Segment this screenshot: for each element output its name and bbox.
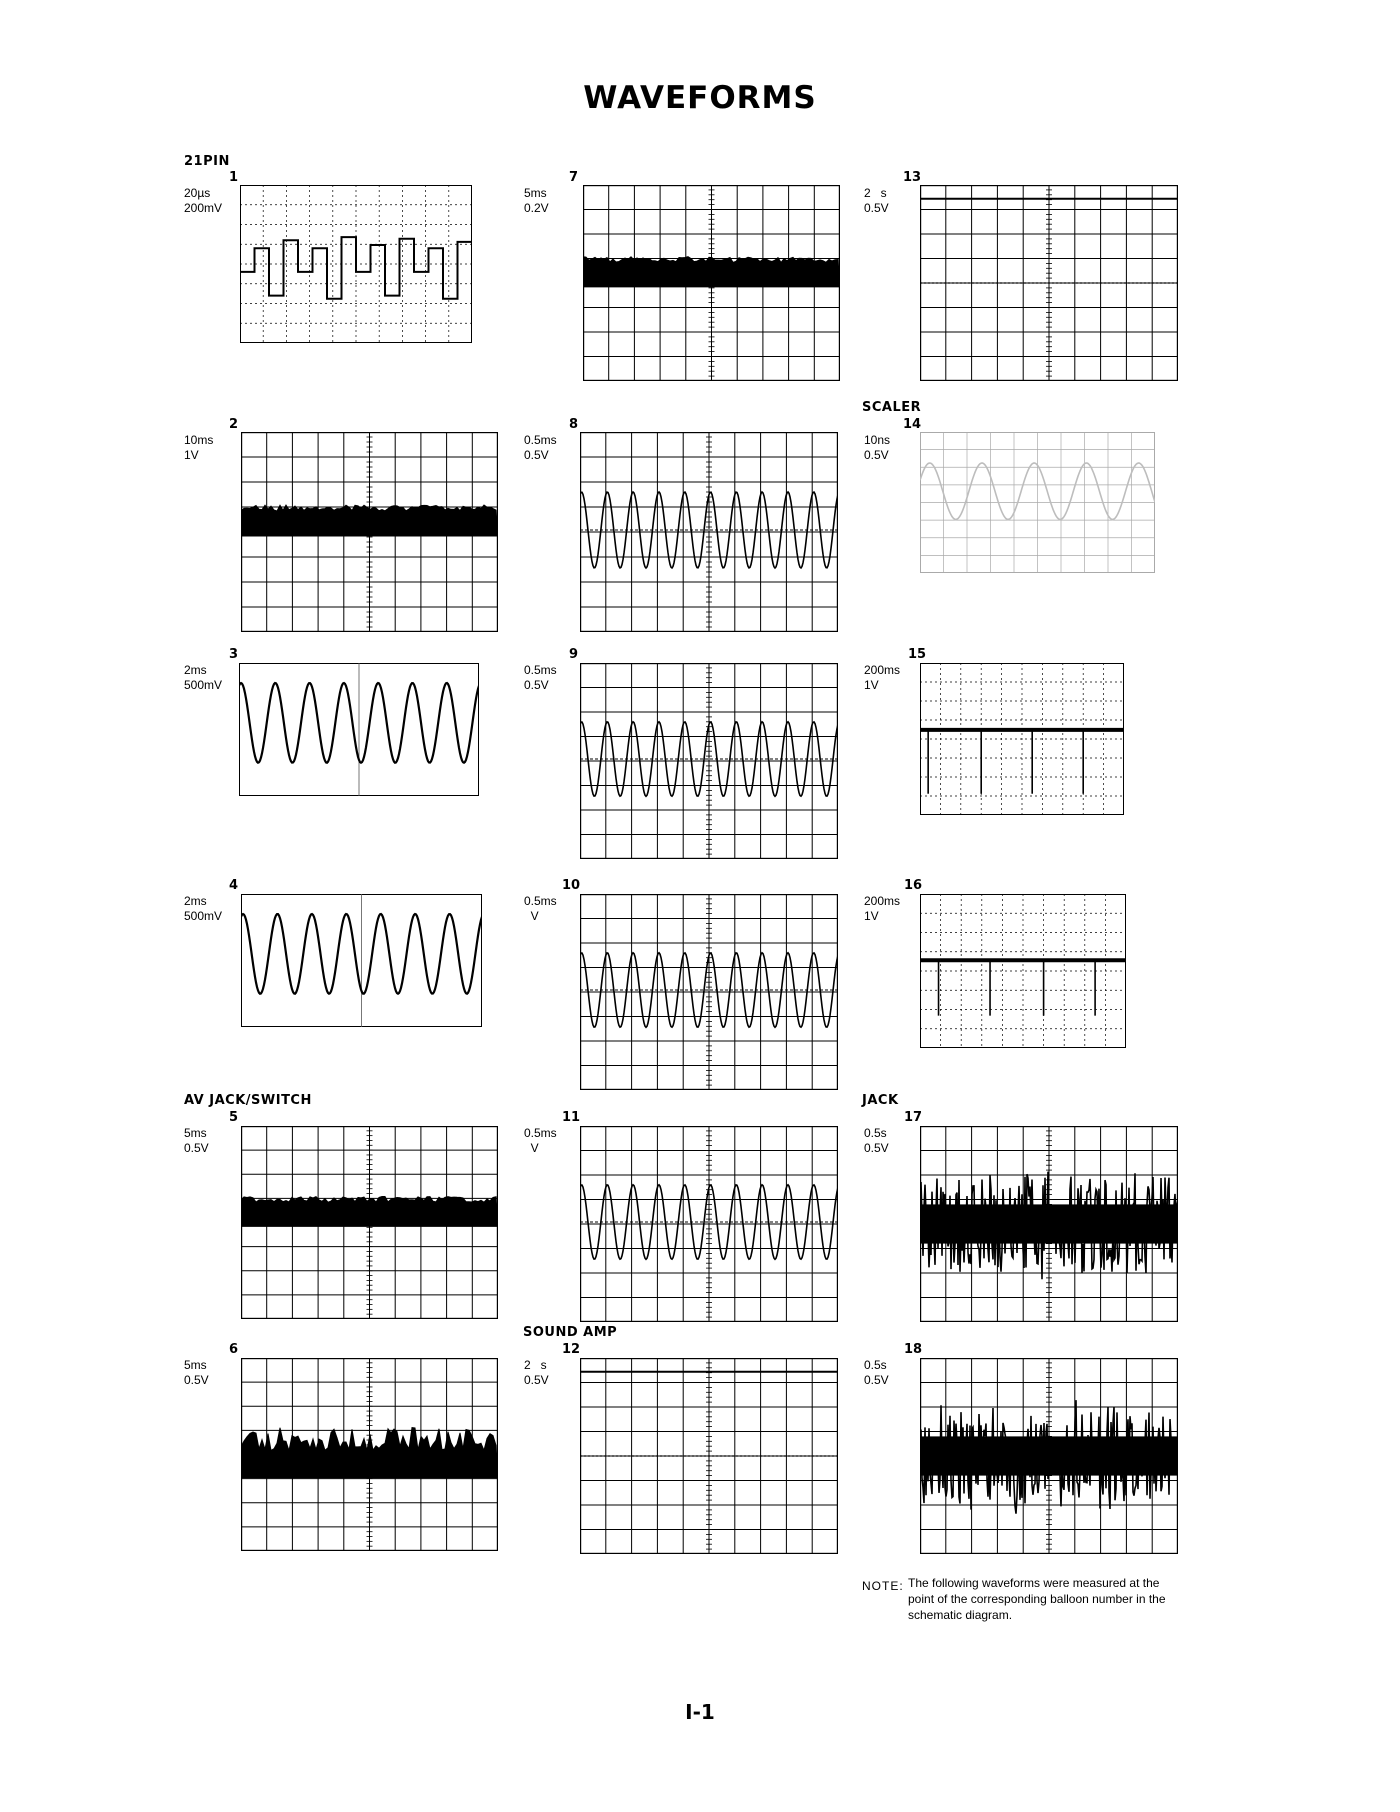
- volts-per-div: 0.5V: [864, 1141, 889, 1155]
- time-per-div: 0.5ms: [524, 894, 557, 908]
- time-per-div: 200ms: [864, 663, 901, 677]
- time-per-div: 2 s: [864, 186, 887, 200]
- scope-screen: [580, 894, 838, 1090]
- oscilloscope-display: [239, 663, 479, 796]
- time-per-div: 0.5s: [864, 1358, 887, 1372]
- waveform-number: 12: [562, 1342, 581, 1357]
- volts-per-div: 1V: [184, 448, 199, 462]
- oscilloscope-display: [920, 1358, 1178, 1554]
- waveform-trace: [241, 505, 498, 536]
- time-per-div: 0.5s: [864, 1126, 887, 1140]
- section-scaler: SCALER: [862, 400, 922, 415]
- scope-screen: [583, 185, 840, 381]
- oscilloscope-display: [240, 185, 472, 343]
- time-per-div: 0.5ms: [524, 663, 557, 677]
- scope-screen: [580, 1126, 838, 1322]
- waveform-scale: [184, 894, 222, 924]
- note-label: NOTE:: [862, 1579, 904, 1593]
- waveform-scale: [864, 894, 900, 924]
- scope-screen: [580, 1358, 838, 1554]
- waveform-scale: [864, 433, 890, 463]
- waveform-number: 18: [904, 1342, 923, 1357]
- oscilloscope-display: [580, 894, 838, 1090]
- section-av-jack-switch: AV JACK/SWITCH: [184, 1093, 312, 1108]
- volts-per-div: 0.5V: [184, 1141, 209, 1155]
- scope-screen: [240, 185, 472, 343]
- oscilloscope-display: [583, 185, 840, 381]
- time-per-div: 200ms: [864, 894, 901, 908]
- volts-per-div: 200mV: [184, 201, 223, 215]
- scope-screen: [920, 432, 1155, 573]
- volts-per-div: 1V: [864, 909, 879, 923]
- time-per-div: 10ms: [184, 433, 214, 447]
- waveform-scale: [184, 1126, 209, 1156]
- volts-per-div: 500mV: [184, 909, 223, 923]
- waveform-scale: [184, 663, 222, 693]
- waveform-scale: [864, 1358, 889, 1388]
- page-number: I-1: [685, 1700, 715, 1724]
- page-title: WAVEFORMS: [583, 80, 817, 116]
- waveform-number: 15: [908, 647, 927, 662]
- oscilloscope-display: [241, 894, 482, 1027]
- waveform-scale: [184, 1358, 209, 1388]
- time-per-div: 2ms: [184, 894, 207, 908]
- oscilloscope-display: [920, 1126, 1178, 1322]
- scope-screen: [241, 1358, 498, 1551]
- waveform-number: 13: [903, 170, 922, 185]
- oscilloscope-display: [241, 1358, 498, 1551]
- oscilloscope-display: [241, 1126, 498, 1319]
- volts-per-div: 0.5V: [184, 1373, 209, 1387]
- volts-per-div: 0.5V: [864, 448, 889, 462]
- waveform-number: 17: [904, 1110, 923, 1125]
- volts-per-div: 0.5V: [864, 1373, 889, 1387]
- oscilloscope-display: [920, 185, 1178, 381]
- waveform-core: [920, 1204, 1178, 1243]
- waveform-number: 3: [229, 647, 239, 662]
- time-per-div: 0.5ms: [524, 433, 557, 447]
- waveform-number: 16: [904, 878, 923, 893]
- scope-screen: [241, 894, 482, 1027]
- time-per-div: 10ns: [864, 433, 891, 447]
- waveform-number: 14: [903, 417, 922, 432]
- waveform-number: 2: [229, 417, 239, 432]
- time-per-div: 5ms: [524, 186, 547, 200]
- scope-screen: [920, 185, 1178, 381]
- oscilloscope-display: [920, 894, 1126, 1048]
- oscilloscope-display: [580, 1358, 838, 1554]
- volts-per-div: 0.5V: [864, 201, 889, 215]
- waveform-number: 9: [569, 647, 579, 662]
- scope-screen: [920, 1126, 1178, 1322]
- waveform-number: 10: [562, 878, 581, 893]
- volts-per-div: V: [524, 909, 539, 923]
- volts-per-div: 0.5V: [524, 678, 549, 692]
- scope-screen: [920, 663, 1124, 815]
- section-sound-amp: SOUND AMP: [523, 1325, 618, 1340]
- waveform-trace: [241, 1197, 498, 1227]
- time-per-div: 5ms: [184, 1358, 207, 1372]
- volts-per-div: 0.5V: [524, 448, 549, 462]
- waveform-scale: [524, 186, 549, 216]
- waveform-trace: [241, 1428, 498, 1478]
- oscilloscope-display: [580, 1126, 838, 1322]
- time-per-div: 2 s: [524, 1358, 547, 1372]
- waveform-number: 8: [569, 417, 579, 432]
- oscilloscope-display: [920, 432, 1155, 573]
- waveform-number: 4: [229, 878, 239, 893]
- note-text: The following waveforms were measured at the point of the corresponding balloon number in the schematic diagram.: [908, 1576, 1166, 1622]
- waveform-scale: [864, 663, 900, 693]
- scope-screen: [580, 663, 838, 859]
- oscilloscope-display: [920, 663, 1124, 815]
- volts-per-div: 0.2V: [524, 201, 549, 215]
- time-per-div: 0.5ms: [524, 1126, 557, 1140]
- volts-per-div: 1V: [864, 678, 879, 692]
- scope-screen: [580, 432, 838, 632]
- waveform-scale: [864, 186, 889, 216]
- scope-screen: [241, 1126, 498, 1319]
- oscilloscope-display: [241, 432, 498, 632]
- waveform-number: 5: [229, 1110, 239, 1125]
- scope-screen: [920, 894, 1126, 1048]
- volts-per-div: 500mV: [184, 678, 223, 692]
- waveform-core: [920, 1436, 1178, 1475]
- waveform-scale: [184, 186, 222, 216]
- waveform-trace: [583, 257, 840, 287]
- waveform-scale: [524, 894, 557, 924]
- time-per-div: 5ms: [184, 1126, 207, 1140]
- scope-screen: [239, 663, 479, 796]
- waveform-scale: [864, 1126, 889, 1156]
- waveform-scale: [184, 433, 213, 463]
- waveform-scale: [524, 1126, 557, 1156]
- scope-screen: [241, 432, 498, 632]
- oscilloscope-display: [580, 432, 838, 632]
- oscilloscope-display: [580, 663, 838, 859]
- volts-per-div: V: [524, 1141, 539, 1155]
- volts-per-div: 0.5V: [524, 1373, 549, 1387]
- waveform-number: 6: [229, 1342, 239, 1357]
- waveform-number: 7: [569, 170, 579, 185]
- waveform-number: 1: [229, 170, 239, 185]
- time-per-div: 20µs: [184, 186, 211, 200]
- section-jack: JACK: [862, 1093, 899, 1108]
- waveform-number: 11: [562, 1110, 581, 1125]
- waveform-trace: [240, 237, 472, 299]
- waveform-scale: [524, 1358, 549, 1388]
- section-21pin: 21PIN: [184, 154, 230, 169]
- waveform-scale: [524, 433, 557, 463]
- scope-screen: [920, 1358, 1178, 1554]
- waveform-scale: [524, 663, 557, 693]
- time-per-div: 2ms: [184, 663, 207, 677]
